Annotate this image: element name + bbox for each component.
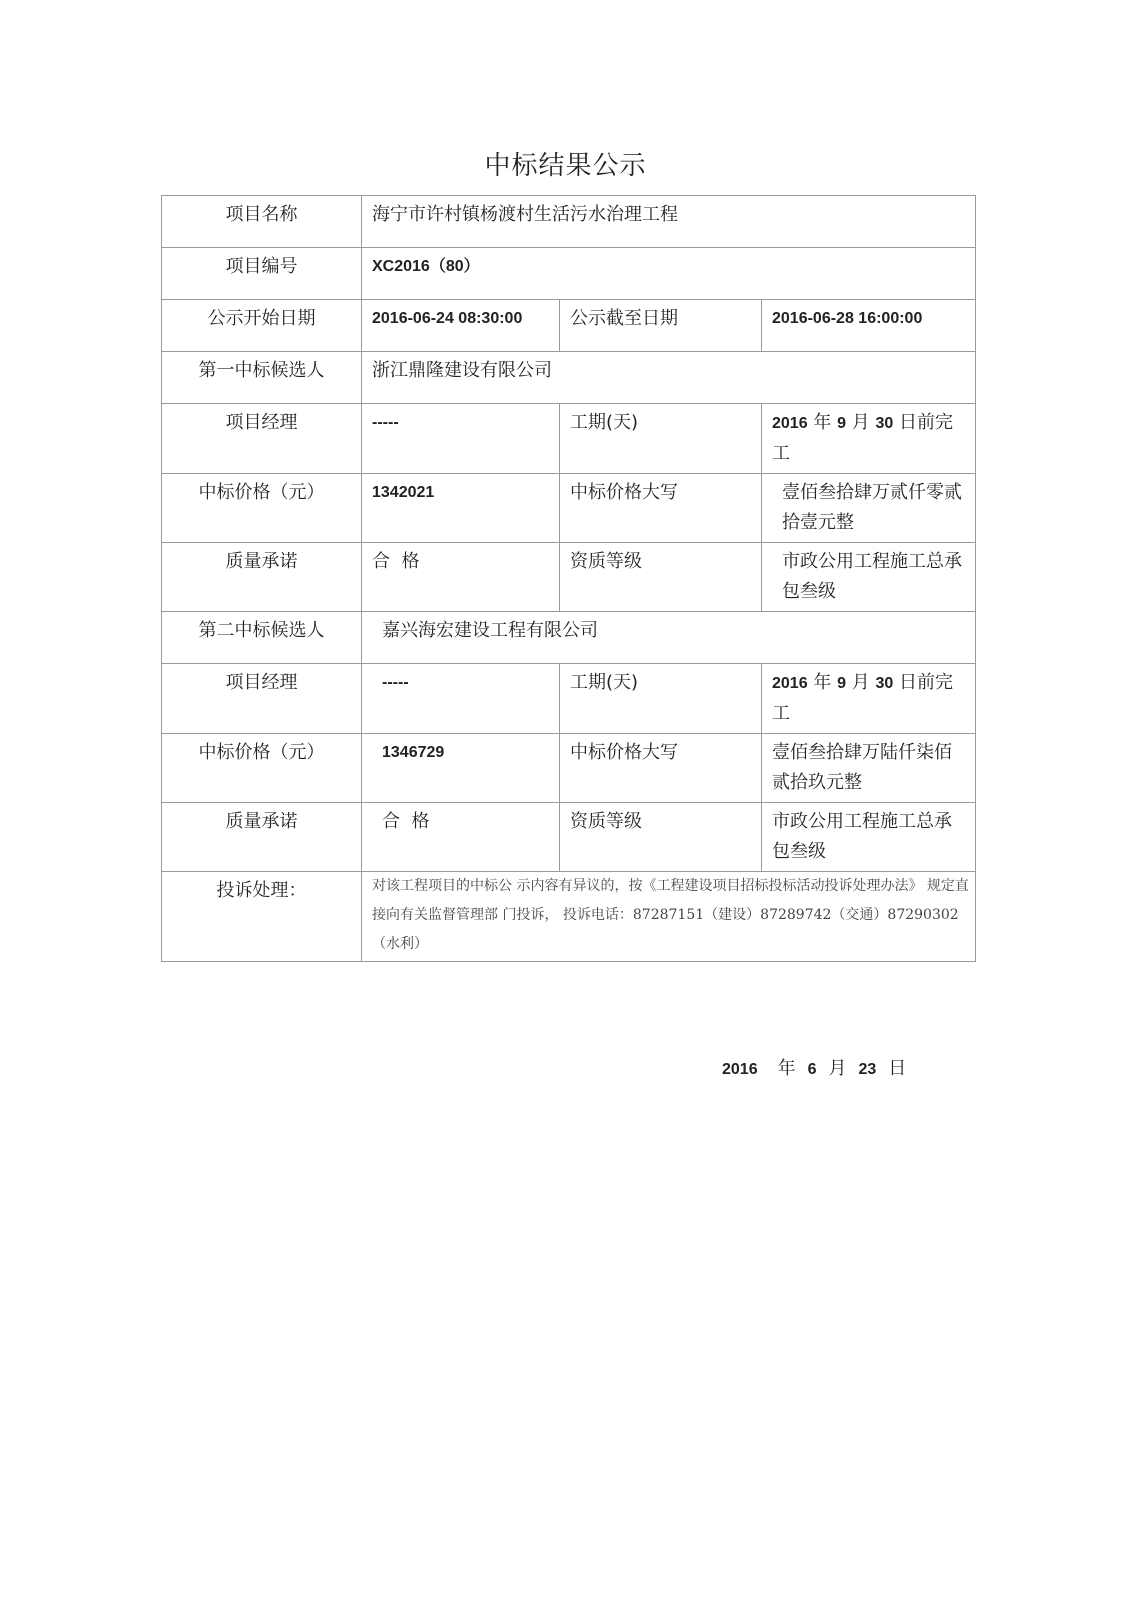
table-row [162, 734, 976, 803]
candidate1-qualification-value: 市政公用工程施工总承包叁级 [762, 543, 976, 612]
candidate2-period-label: 工期(天) [560, 664, 762, 734]
candidate2-qualification-value: 市政公用工程施工总承包叁级 [762, 803, 976, 872]
complaint-label: 投诉处理： [162, 872, 362, 962]
candidate2-name: 嘉兴海宏建设工程有限公司 [362, 612, 976, 664]
period-suffix: 日前完工 [772, 412, 953, 464]
candidate1-qualification-label: 资质等级 [560, 543, 762, 612]
candidate2-quality-value: 合 格 [362, 803, 560, 872]
footer-day: 23 [858, 1061, 877, 1078]
table-row [162, 248, 976, 300]
table-row [162, 474, 976, 543]
candidate1-price-caps-value: 壹佰叁拾肆万贰仟零贰拾壹元整 [762, 474, 976, 543]
candidate2-manager-label: 项目经理 [162, 664, 362, 734]
pub-start-label: 公示开始日期 [162, 300, 362, 352]
project-no-label: 项目编号 [162, 248, 362, 300]
candidate1-period-label: 工期(天) [560, 404, 762, 474]
pub-start-value: 2016-06-24 08:30:00 [362, 300, 560, 352]
candidate2-price-caps-value: 壹佰叁拾肆万陆仟柒佰贰拾玖元整 [762, 734, 976, 803]
period-suffix: 日前完工 [772, 672, 953, 724]
pub-end-label: 公示截至日期 [560, 300, 762, 352]
candidate1-price-value: 1342021 [362, 474, 560, 543]
project-name-label: 项目名称 [162, 196, 362, 248]
candidate1-quality-label: 质量承诺 [162, 543, 362, 612]
candidate1-period-value [762, 404, 976, 474]
pub-end-value: 2016-06-28 16:00:00 [762, 300, 976, 352]
footer-day-unit: 日 [888, 1058, 907, 1079]
project-no-value: XC2016（80） [362, 248, 976, 300]
period-month: 9 [837, 675, 846, 692]
candidate2-quality-label: 质量承诺 [162, 803, 362, 872]
table-row [162, 196, 976, 248]
footer-date [722, 1054, 906, 1080]
candidate1-name: 浙江鼎隆建设有限公司 [362, 352, 976, 404]
candidate2-price-caps-label: 中标价格大写 [560, 734, 762, 803]
period-year-unit: 年 [813, 672, 832, 693]
period-day: 30 [875, 415, 894, 432]
candidate2-period-value [762, 664, 976, 734]
table-row [162, 612, 976, 664]
period-month-unit: 月 [851, 672, 870, 693]
footer-month-unit: 月 [828, 1058, 847, 1079]
period-day: 30 [875, 675, 894, 692]
table-row [162, 404, 976, 474]
table-row [162, 803, 976, 872]
candidate1-label: 第一中标候选人 [162, 352, 362, 404]
period-year: 2016 [772, 415, 808, 432]
candidate2-label: 第二中标候选人 [162, 612, 362, 664]
table-row [162, 664, 976, 734]
candidate1-quality-value: 合 格 [362, 543, 560, 612]
period-month: 9 [837, 415, 846, 432]
table-row [162, 543, 976, 612]
footer-month: 6 [807, 1061, 817, 1078]
candidate2-qualification-label: 资质等级 [560, 803, 762, 872]
footer-year-unit: 年 [777, 1058, 796, 1079]
candidate1-price-label: 中标价格（元） [162, 474, 362, 543]
candidate2-price-value: 1346729 [362, 734, 560, 803]
candidate1-manager-value: ----- [362, 404, 560, 474]
table-row [162, 872, 976, 962]
candidate1-price-caps-label: 中标价格大写 [560, 474, 762, 543]
period-year-unit: 年 [813, 412, 832, 433]
period-year: 2016 [772, 675, 808, 692]
footer-year: 2016 [722, 1061, 758, 1078]
table-row [162, 352, 976, 404]
table-row [162, 300, 976, 352]
candidate2-price-label: 中标价格（元） [162, 734, 362, 803]
project-name-value: 海宁市许村镇杨渡村生活污水治理工程 [362, 196, 976, 248]
complaint-text: 对该工程项目的中标公 示内容有异议的，按《工程建设项目招标投标活动投诉处理办法》 规定直接向有关监督管理部 门投诉， 投诉电话：87287151（建设）87289742（交通）87290302（水利） [362, 872, 976, 962]
period-month-unit: 月 [851, 412, 870, 433]
bid-result-table [161, 195, 976, 962]
candidate2-manager-value: ----- [362, 664, 560, 734]
page-title: 中标结果公示 [484, 151, 647, 181]
candidate1-manager-label: 项目经理 [162, 404, 362, 474]
